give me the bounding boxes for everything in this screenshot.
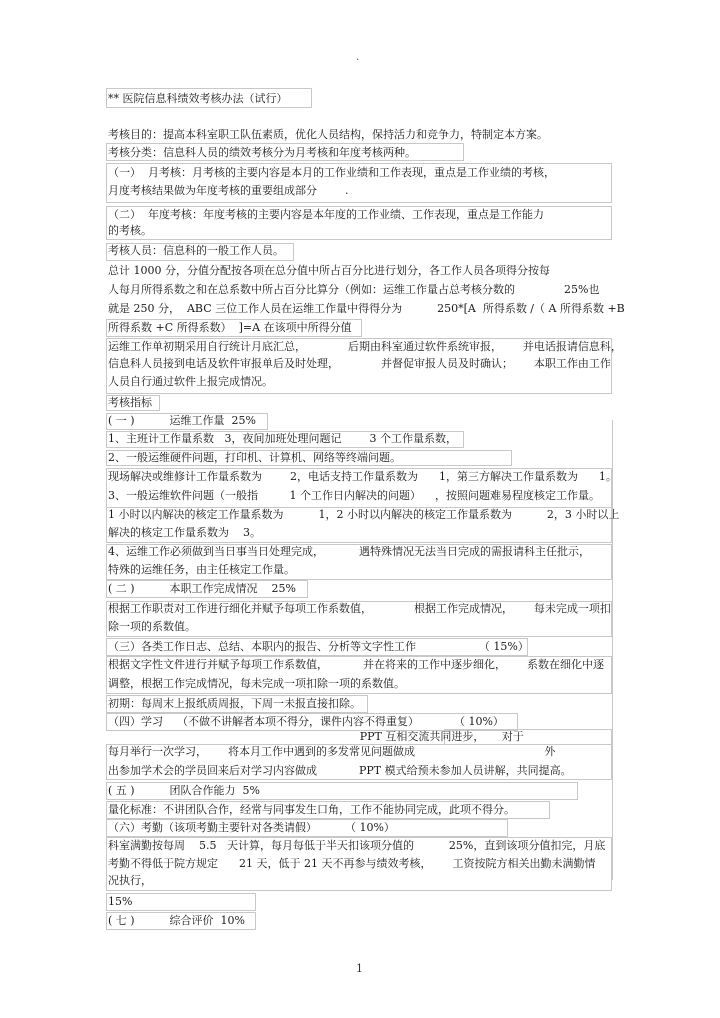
paragraph-line: 现场解决或维修计工作量系数为 2，电话支持工作量系数为 1，第三方解决工作量系数为 1。 bbox=[108, 470, 617, 483]
section-heading: ( 五 ) 团队合作能力 5% bbox=[108, 784, 260, 797]
paragraph-line: 人每月所得系数之和在总系数中所占百分比算分（例如：运维工作量占总考核分数的 25%也 bbox=[108, 283, 600, 296]
section-heading: ( 一 ) 运维工作量 25% bbox=[108, 414, 256, 427]
page-number: 1 bbox=[356, 962, 363, 975]
paragraph-line: 1、主班计工作量系数 3，夜间加班处理问题记 3 个工作量系数， bbox=[108, 432, 457, 445]
section-heading: （三）各类工作日志、总结、本职内的报告、分析等文字性工作 （ 15%） bbox=[108, 640, 529, 653]
paragraph-line: 考核分类：信息科人员的绩效考核分为月考核和年度考核两种。 bbox=[108, 146, 416, 159]
margin-rule bbox=[612, 420, 613, 880]
paragraph-line: 15% bbox=[108, 895, 133, 908]
paragraph-line: 所得系数 +C 所得系数） ]=A 在该项中所得分值 bbox=[108, 321, 352, 334]
paragraph-line: 根据文字性文件进行并赋予每项工作系数值， 并在将来的工作中逐步细化， 系数在细化中逐 bbox=[108, 658, 604, 671]
paragraph-line: 考核人员：信息科的一般工作人员。 bbox=[108, 244, 284, 257]
paragraph-line: 1 小时以内解决的核定工作量系数为 1，2 小时以内解决的核定工作量系数为 2，3 小时以上 bbox=[108, 508, 620, 521]
paragraph-line: 初期：每周末上报纸质周报，下周一未报直接扣除。 bbox=[108, 697, 361, 710]
paragraph-line: 4、运维工作必须做到当日事当日处理完成， 遇特殊情况无法当日完成的需报请科主任批示， bbox=[108, 545, 590, 558]
paragraph-line: （二） 年度考核：年度考核的主要内容是本年度的工作业绩、工作表现，重点是工作能力 bbox=[108, 208, 544, 221]
section-heading: 考核指标 bbox=[108, 396, 152, 409]
section-heading: （六）考勤（该项考勤主要针对各类请假） （ 10%） bbox=[108, 821, 395, 834]
section-heading: ( 二 ) 本职工作完成情况 25% bbox=[108, 582, 296, 595]
paragraph-line: 况执行， bbox=[108, 874, 152, 887]
paragraph-line: 运维工作单初期采用自行统计月底汇总， 后期由科室通过软件系统审报， 并电话报请信息科， bbox=[108, 340, 622, 353]
paragraph-line: 特殊的运维任务，由主任核定工作量。 bbox=[108, 563, 295, 576]
paragraph-line: PPT 互相交流共同进步， 对于 bbox=[108, 730, 524, 743]
paragraph-line: 除一项的系数值。 bbox=[108, 620, 196, 633]
paragraph-line: （一） 月考核：月考核的主要内容是本月的工作业绩和工作表现，重点是工作业绩的考核， bbox=[108, 166, 555, 179]
paragraph-line: 每月举行一次学习， 将本月工作中遇到的多发常见问题做成 外 bbox=[108, 745, 556, 758]
paragraph-line: 考勤不得低于院方规定 21 天，低于 21 天不再参与绩效考核， 工资按院方相关出勤未满勤情 bbox=[108, 857, 596, 870]
paragraph-line: 科室满勤按每周 5.5 天计算，每月每低于半天扣该项分值的 25%，直到该项分值扣完，月底 bbox=[108, 839, 606, 852]
paragraph-line: 调整，根据工作完成情况，每未完成一项扣除一项的系数值。 bbox=[108, 677, 405, 690]
paragraph-line: 总计 1000 分，分值分配按各项在总分值中所占百分比进行划分，各工作人员各项得分按每 bbox=[108, 264, 550, 277]
section-heading: （四）学习 （不做不讲解者本项不得分，课件内容不得重复） （ 10%） bbox=[108, 715, 504, 728]
paragraph-line: 人员自行通过软件上报完成情况。 bbox=[108, 375, 273, 388]
paragraph-line: 解决的核定工作量系数为 3。 bbox=[108, 526, 261, 539]
paragraph-line: 2、一般运维硬件问题，打印机、计算机、网络等终端问题。 bbox=[108, 451, 401, 464]
section-heading: ( 七 ) 综合评价 10% bbox=[108, 914, 245, 927]
paragraph-line: 3、一般运维软件问题（一般指 1 个工作日内解决的问题） ，按照问题难易程度核定工作量。 bbox=[108, 489, 600, 502]
paragraph-line: 信息科人员接到电话及软件审报单后及时处理， 并督促审报人员及时确认； 本职工作由工作 bbox=[108, 357, 611, 370]
paragraph-line: 考核目的：提高本科室职工队伍素质，优化人员结构，保持活力和竞争力，特制定本方案。 bbox=[108, 128, 548, 141]
paragraph-line: 就是 250 分， ABC 三位工作人员在运维工作量中得得分为 250*[A 所得系数 /（ A 所得系数 +B bbox=[108, 302, 625, 315]
paragraph-line: 出参加学术会的学员回来后对学习内容做成 PPT 模式给预未参加人员讲解，共同提高。 bbox=[108, 764, 572, 777]
paragraph-line: 的考核。 bbox=[108, 224, 152, 237]
doc-title: ** 医院信息科绩效考核办法（试行） bbox=[108, 92, 288, 105]
paragraph-line: 月度考核结果做为年度考核的重要组成部分 . bbox=[108, 184, 349, 197]
page-top-mark: . bbox=[356, 52, 360, 63]
paragraph-line: 根据工作职责对工作进行细化并赋予每项工作系数值， 根据工作完成情况， 每未完成一项扣 bbox=[108, 602, 611, 615]
paragraph-line: 量化标准：不讲团队合作，经常与同事发生口角，工作不能协同完成，此项不得分。 bbox=[108, 803, 515, 816]
